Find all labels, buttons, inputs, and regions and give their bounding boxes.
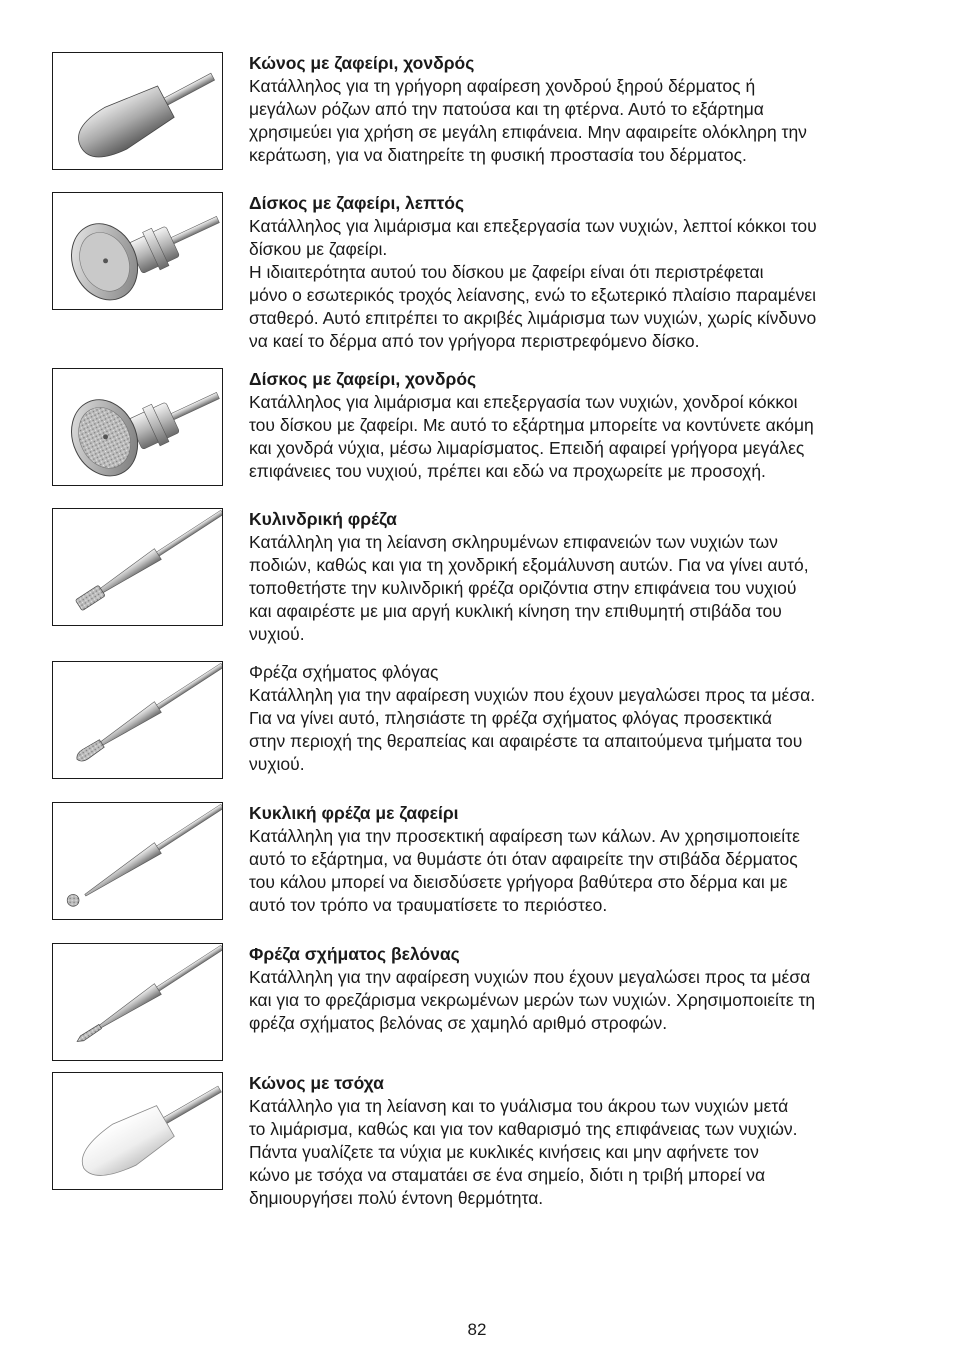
attachment-text <box>249 192 909 353</box>
attachment-description: Κατάλληλη για την προσεκτική αφαίρεση των κάλων. Αν χρησιμοποιείτε αυτό το εξάρτημα, να θυμάστε ότι όταν αφαιρείτε την στιβάδα δέρματος του κάλου μπορεί να διεισδύσετε γρήγορα βαθύτερα στο δέρμα και με αυτό τον τρόπο να τραυματίσετε το περιόστεο. <box>249 826 800 915</box>
attachment-text <box>249 943 909 1035</box>
attachment-description: Κατάλληλη για την αφαίρεση νυχιών που έχουν μεγαλώσει προς τα μέσα και για το φρεζάρισμα νεκρωμένων μερών των νυχιών. Χρησιμοποιείτε τη φρέζα σχήματος βελόνας σε χαμηλό αριθμό στροφών. <box>249 967 816 1033</box>
page-number: 82 <box>467 1320 487 1339</box>
attachment-description: Κατάλληλος για τη γρήγορη αφαίρεση χονδρού ξηρού δέρματος ή μεγάλων ρόζων από την πατούσα και τη φτέρνα. Αυτό το εξάρτημα χρησιμεύει για χρήση σε μεγάλη επιφάνεια. Μην αφαιρείτε ολόκληρη την κεράτωση, για να διατηρείτε τη φυσική προστασία του δέρματος. <box>249 76 807 165</box>
attachment-title: Φρέζα σχήματος φλόγας <box>249 662 439 682</box>
ball-sapphire-cutter-icon <box>52 802 223 920</box>
attachment-title: Φρέζα σχήματος βελόνας <box>249 944 460 964</box>
attachment-text <box>249 661 909 776</box>
flame-cutter-icon <box>52 661 223 779</box>
attachment-title: Κώνος με τσόχα <box>249 1073 384 1093</box>
attachment-title: Δίσκος με ζαφείρι, λεπτός <box>249 193 465 213</box>
attachment-title: Δίσκος με ζαφείρι, χονδρός <box>249 369 477 389</box>
attachment-title: Κώνος με ζαφείρι, χονδρός <box>249 53 475 73</box>
attachment-description: Κατάλληλη για την αφαίρεση νυχιών που έχουν μεγαλώσει προς τα μέσα. Για να γίνει αυτό, πλησιάστε τη φρέζα σχήματος φλόγας προσεκτικά στην περιοχή της θεραπείας και αφαιρέστε τα απαιτούμενα τμήματα του νυχιού. <box>249 685 816 774</box>
attachment-description: Κατάλληλη για τη λείανση σκληρυμένων επιφανειών των νυχιών των ποδιών, καθώς και για τη χονδρική εξομάλυνση αυτών. Για να γίνει αυτό, τοποθετήστε την κυλινδρική φρέζα οριζόντια στην επιφάνεια του νυχιού και αφαιρέστε με μια αργή κυκλική κίνηση την επιθυμητή στιβάδα του νυχιού. <box>249 532 809 644</box>
attachment-text <box>249 802 909 917</box>
felt-cone-icon <box>52 1072 223 1190</box>
attachment-text <box>249 52 909 167</box>
attachment-text <box>249 368 909 483</box>
coarse-sapphire-cone-icon <box>52 52 223 170</box>
cylinder-cutter-icon <box>52 508 223 626</box>
attachment-description: Κατάλληλο για τη λείανση και το γυάλισμα του άκρου των νυχιών μετά το λιμάρισμα, καθώς και για τον καθαρισμό της επιφάνειας των νυχιών. Πάντα γυαλίζετε τα νύχια με κυκλικές κινήσεις και μην αφήνετε τον κώνο με τσόχα να σταματάει σε ένα σημείο, διότι η τριβή μπορεί να δημιουργήσει πολύ έντονη θερμότητα. <box>249 1096 798 1208</box>
attachment-description: Κατάλληλος για λιμάρισμα και επεξεργασία των νυχιών, λεπτοί κόκκοι του δίσκου με ζαφείρι. Η ιδιαιτερότητα αυτού του δίσκου με ζαφείρι είναι ότι περιστρέφεται μόνο ο εσωτερικός τροχός λείανσης, ενώ το εξωτερικό πλαίσιο παραμένει σταθερό. Αυτό επιτρέπει το ακριβές λιμάρισμα των νυχιών, χωρίς κίνδυνο να καεί το δέρμα από τον γρήγορα περιστρεφόμενο δίσκο. <box>249 216 817 351</box>
attachment-text <box>249 1072 909 1210</box>
attachment-description: Κατάλληλος για λιμάρισμα και επεξεργασία των νυχιών, χονδροί κόκκοι του δίσκου με ζαφείρι. Με αυτό το εξάρτημα μπορείτε να κοντύνετε ακόμη και χονδρά νύχια, μέσω λιμαρίσματος. Επειδή αφαιρεί γρήγορα μεγάλες επιφάνειες του νυχιού, πρέπει και εδώ να προχωρείτε με προσοχή. <box>249 392 814 481</box>
attachment-title: Κυλινδρική φρέζα <box>249 509 397 529</box>
attachment-text <box>249 508 909 646</box>
needle-cutter-icon <box>52 943 223 1061</box>
coarse-sapphire-disc-icon <box>52 368 223 486</box>
attachment-title: Κυκλική φρέζα με ζαφείρι <box>249 803 459 823</box>
fine-sapphire-disc-icon <box>52 192 223 310</box>
